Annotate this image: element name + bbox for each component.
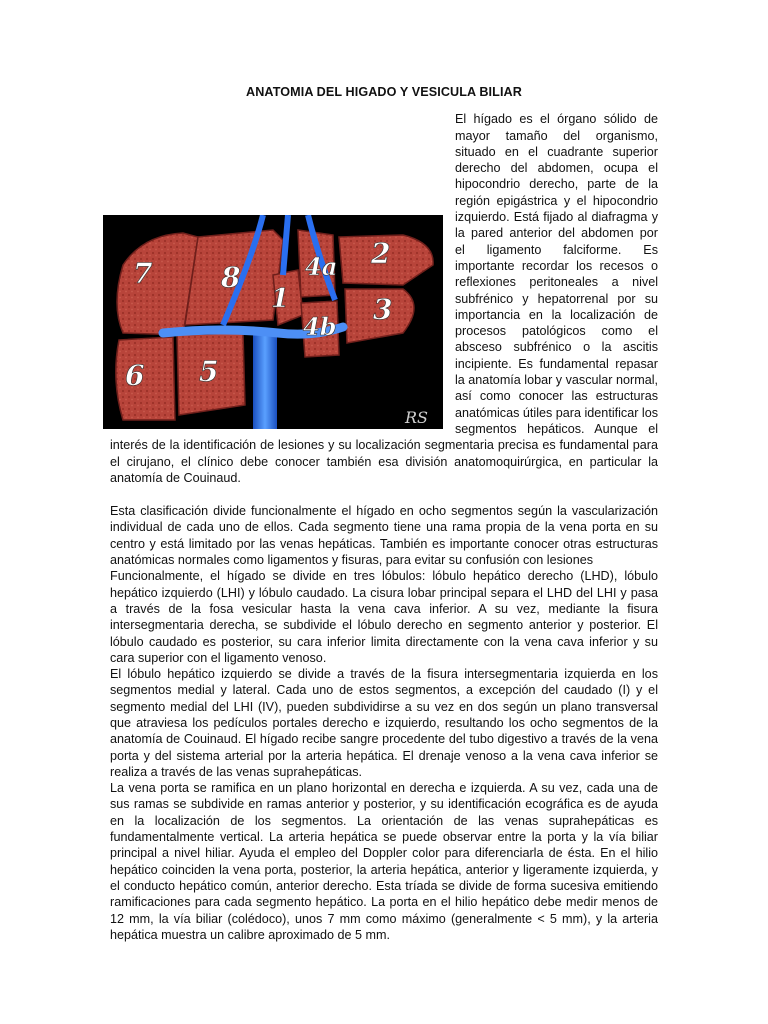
intro-text: El hígado es el órgano sólido de mayor tamaño del organismo, situado en el cuadrante superior derecho del abdomen, ocupa el hipocondrio derecho, parte de la región epigástrica y el hipocondrio izquierdo. Está fijado al diafragma y la pared anterior del abdomen por el ligamento falciforme. Es importante recordar los recesos o reflexiones peritoneales a nivel subfrénico y hepatorrenal por su importancia en la localización de procesos patológicos como el absceso subfrénico o la ascitis incipiente. Es fundamental repasar la anatomía lobar y vascular normal, así como conocer las estructuras anatómicas útiles para identificar los segmentos hepáticos. Aunque el interés de la identificación de lesiones y su localización segmentaria precisa es fundamental para el cirujano, el clínico debe conocer también esa división anatomoquirúrgica, en particular la anatomía de Couinaud. (110, 112, 659, 485)
segment-label-1: 1 (271, 284, 290, 315)
paragraph-4: La vena porta se ramifica en un plano horizontal en derecha e izquierda. A su vez, cada una de sus ramas se subdivide en ramas anterior y posterior, y su identificación ecográfica es de ayuda en la localización de los segmentos. La orientación de las venas suprahepáticas es fundamentalmente vertical. La arteria hepática se puede observar entre la porta y la vía biliar principal a nivel hiliar. Ayuda el empleo del Doppler color para diferenciarla de ésta. En el hilio hepático coinciden la vena porta, posterior, la arteria hepática, anterior y ligeramente izquierda, y el conducto hepático común, anterior derecho. Esta tríada se divide de forma sucesiva emitiendo ramificaciones para cada segmento hepático. La porta en el hilio hepático debe medir menos de 12 mm, la vía biliar (colédoco), unos 7 mm como máximo (generalmente < 5 mm), y la arteria hepática muestra un calibre aproximado de 5 mm. (110, 781, 658, 942)
paragraph-2: Funcionalmente, el hígado se divide en tres lóbulos: lóbulo hepático derecho (LHD), lóbulo hepático izquierdo (LHI) y lóbulo caudado. La cisura lobar principal separa el LHD del LHI y pasa a través de la fosa vesicular hasta la vena cava inferior. A su vez, mediante la fisura intersegmentaria derecha, se subdivide el lóbulo derecho en segmento anterior y posterior. El lóbulo caudado es posterior, su cara inferior limita directamente con la vena cava inferior y su cara superior con el ligamento venoso. (110, 569, 658, 665)
figure-signature: RS (405, 408, 429, 428)
document-title-visible: ANATOMIA DEL HIGADO Y VESICULA BILIAR (246, 85, 522, 99)
segment-label-3: 3 (373, 293, 393, 327)
segment-label-4b: 4b (303, 312, 337, 342)
segment-label-5: 5 (199, 355, 219, 389)
segment-label-4a: 4a (305, 252, 338, 282)
intro-paragraph-visible (110, 111, 658, 486)
liver-segments-image (103, 215, 443, 429)
paragraph-3: El lóbulo hepático izquierdo se divide a través de la fisura intersegmentaria izquierda en los segmentos medial y lateral. Cada uno de estos segmentos, a excepción del caudado (I) y el segmento medial del LHI (IV), pueden subdividirse a su vez en dos según un plano transversal que atraviesa los pedículos portales derecho e izquierdo, resultando los ocho segmentos de la anatomía de Couinaud. El hígado recibe sangre procedente del tubo digestivo a través de la vena porta y del sistema arterial por la arteria hepática. El drenaje venoso a la vena cava inferior se realiza a través de las venas suprahepáticas. (110, 667, 658, 779)
segment-label-2: 2 (371, 237, 391, 271)
vena-cava-shape (253, 335, 277, 429)
segment-label-7: 7 (133, 257, 153, 291)
liver-illustration-svg (103, 215, 443, 429)
segment-label-8: 8 (221, 261, 241, 295)
segment-label-6: 6 (125, 359, 145, 393)
paragraph-1: Esta clasificación divide funcionalmente el hígado en ocho segmentos según la vascularización individual de cada uno de ellos. Cada segmento tiene una rama propia de la vena porta en su centro y está limitado por las venas hepáticas. También es importante conocer otras estructuras anatómicas normales como ligamentos y fisuras, para evitar su confusión con lesiones (110, 504, 658, 568)
